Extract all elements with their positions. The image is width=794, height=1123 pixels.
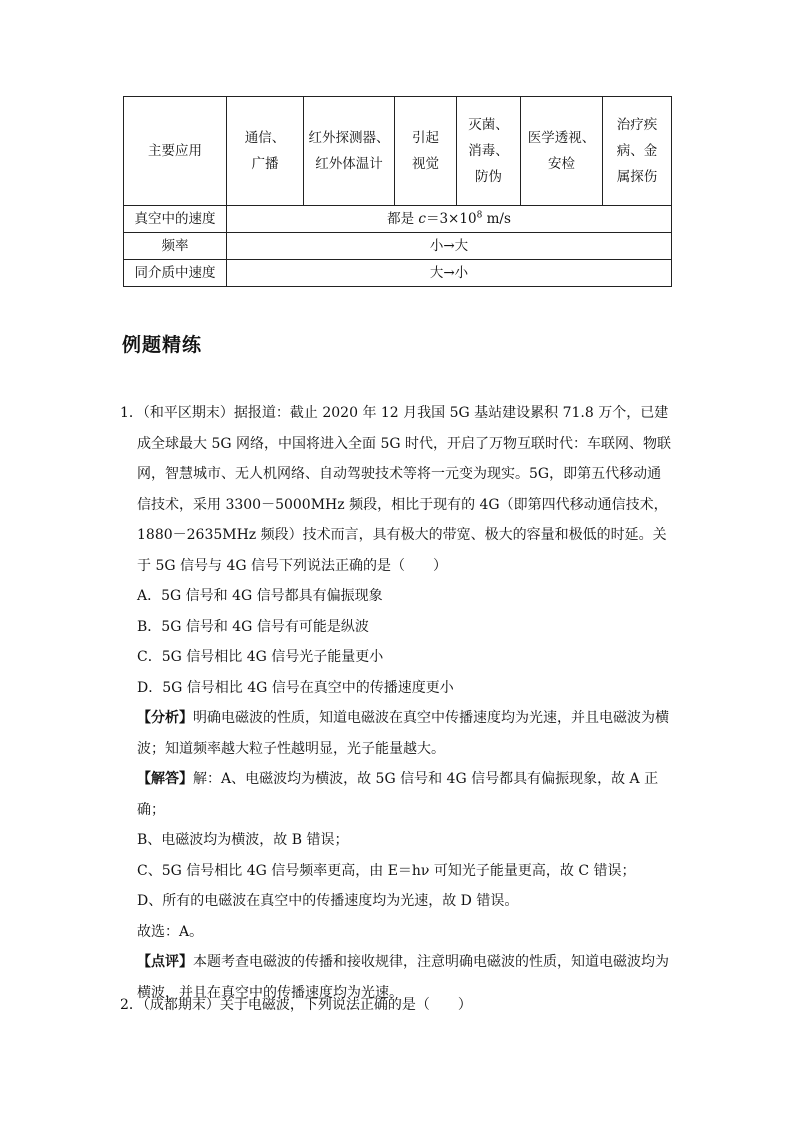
table-row-frequency xyxy=(124,233,672,260)
cell-xray-app: 医学透视、 安检 xyxy=(521,97,603,206)
analysis-label: 【分析】 xyxy=(137,710,193,726)
cell-visible-app: 引起 视觉 xyxy=(395,97,457,206)
comment-label: 【点评】 xyxy=(137,954,193,970)
answer-line-1: 【解答】解：A、电磁波均为横波，故 5G 信号和 4G 信号都具有偏振现象，故 A 正确； xyxy=(137,771,659,818)
analysis-block: 【分析】明确电磁波的性质，知道电磁波在真空中传播速度均为光速，并且电磁波为横波；知道频率越大粒子性越明显，光子能量越大。 xyxy=(137,710,669,757)
question-1-stem: 1．（和平区期末）据报道：截止 2020 年 12 月我国 5G 基站建设累积 71.8 万个，已建成全球最大 5G 网络，中国将进入全面 5G 时代，开启了万物互联时代：车联网、物联网，智慧城市、无人机网络、自动驾驶技术等将一元变为现实。5G，即第五代移动通信技术，采用 3300－5000MHz 频段，相比于现有的 4G（即第四代移动通信技术，1880－2635MHz 频段）技术而言，具有极大的带宽、极大的容量和极低的时延。关于 5G 信号与 4G 信号下列说法正确的是（ ） xyxy=(120,405,671,574)
cell-ultraviolet-app: 灭菌、 消毒、 防伪 xyxy=(457,97,521,206)
row-header-frequency: 频率 xyxy=(124,233,227,260)
option-d: D．5G 信号相比 4G 信号在真空中的传播速度更小 xyxy=(137,679,454,696)
medium-speed-value: 大→小 xyxy=(227,260,672,287)
question-2-stem: 2．（成都期末）关于电磁波，下列说法正确的是（ ） xyxy=(120,997,472,1013)
answer-label: 【解答】 xyxy=(137,771,193,787)
question-1 xyxy=(120,398,675,1008)
vacuum-speed-value: 都是 $c=3\times 10^8$ m/s xyxy=(227,206,672,233)
table-row-medium-speed xyxy=(124,260,672,287)
section-title: 例题精练 xyxy=(122,334,203,356)
question-1-number: 1． xyxy=(120,405,143,421)
table-row-applications xyxy=(124,97,672,206)
answer-line-4: D、所有的电磁波在真空中的传播速度均为光速，故 D 错误。 xyxy=(137,893,519,909)
row-header-applications: 主要应用 xyxy=(124,97,227,206)
comment-block: 【点评】本题考查电磁波的传播和接收规律，注意明确电磁波的性质，知道电磁波均为横波，并且在真空中的传播速度均为光速。 xyxy=(137,954,669,1001)
question-2-number: 2． xyxy=(120,997,143,1013)
row-header-medium-speed: 同介质中速度 xyxy=(124,260,227,287)
answer-line-2: B、电磁波均为横波，故 B 错误； xyxy=(137,832,349,848)
table-row-vacuum-speed xyxy=(124,206,672,233)
option-c: C．5G 信号相比 4G 信号光子能量更小 xyxy=(137,649,384,665)
row-header-vacuum-speed: 真空中的速度 xyxy=(124,206,227,233)
cell-infrared-app: 红外探测器、 红外体温计 xyxy=(304,97,395,206)
answer-line-3: C、5G 信号相比 4G 信号频率更高，由 E＝hν 可知光子能量更高，故 C 错误； xyxy=(137,862,636,879)
frequency-value: 小→大 xyxy=(227,233,672,260)
cell-radio-app: 通信、 广播 xyxy=(227,97,304,206)
option-a: A．5G 信号和 4G 信号都具有偏振现象 xyxy=(137,588,383,604)
answer-line-5: 故选：A。 xyxy=(137,923,204,940)
cell-gamma-app: 治疗疾 病、金 属探伤 xyxy=(603,97,672,206)
em-spectrum-table xyxy=(123,96,672,287)
option-b: B．5G 信号和 4G 信号有可能是纵波 xyxy=(137,618,369,635)
question-2 xyxy=(120,990,675,1021)
